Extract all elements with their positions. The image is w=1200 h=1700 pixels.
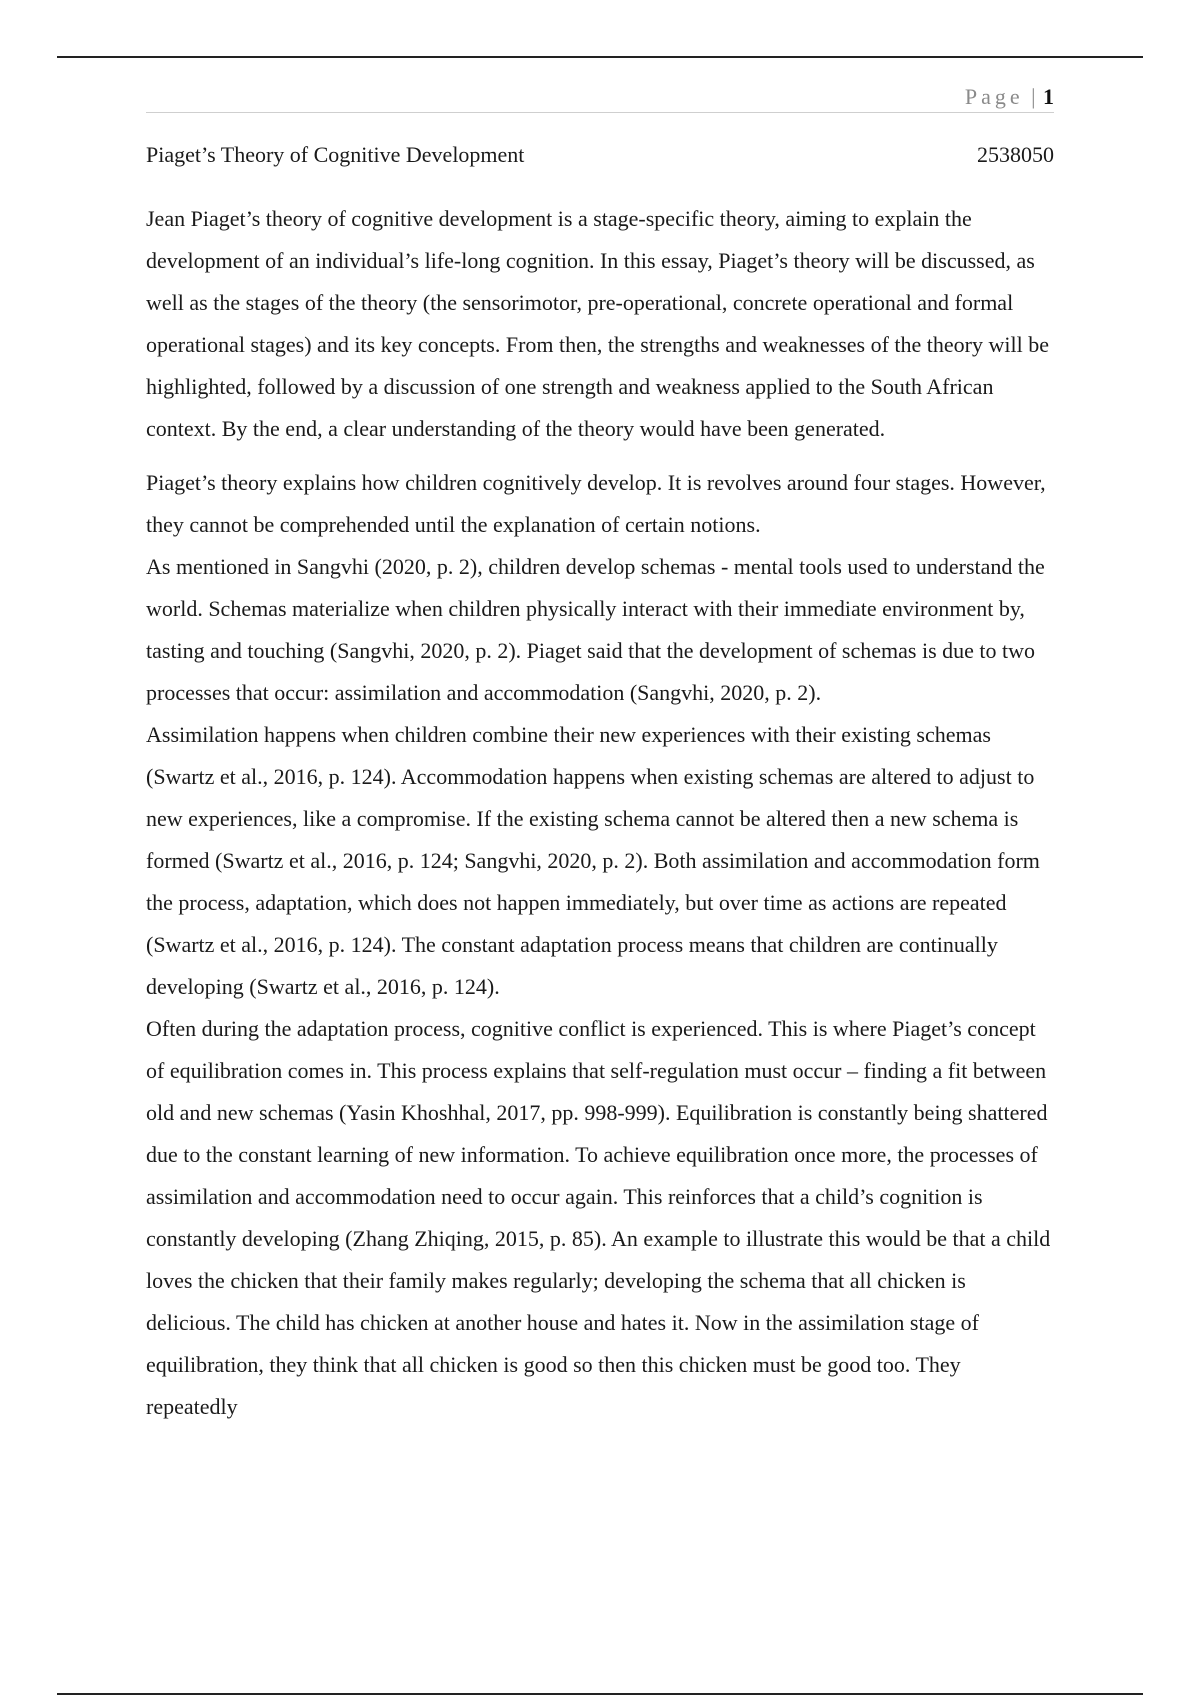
paragraph: Often during the adaptation process, cognitive conflict is experienced. This is where Piaget’s concept of equilibration comes in. This process explains that self-regulation must occur – finding a fit between old and new schemas (Yasin Khoshhal, 2017, pp. 998-999). Equilibration is constantly being shattered due to the constant learning of new information. To achieve equilibration once more, the processes of assimilation and accommodation need to occur again. This reinforces that a child’s cognition is constantly developing (Zhang Zhiqing, 2015, p. 85). An example to illustrate this would be that a child loves the chicken that their family makes regularly; developing the schema that all chicken is delicious. The child has chicken at another house and hates it. Now in the assimilation stage of equilibration, they think that all chicken is good so then this chicken must be good too. They repeatedly xyxy=(146,1016,1051,1419)
paragraph: As mentioned in Sangvhi (2020, p. 2), children develop schemas - mental tools used to understand the world. Schemas materialize when children physically interact with their immediate environment by, tasting and touching (Sangvhi, 2020, p. 2). Piaget said that the development of schemas is due to two processes that occur: assimilation and accommodation (Sangvhi, 2020, p. 2). xyxy=(146,554,1045,705)
paragraph: Assimilation happens when children combine their new experiences with their existing schemas (Swartz et al., 2016, p. 124). Accommodation happens when existing schemas are altered to adjust to new experiences, like a compromise. If the existing schema cannot be altered then a new schema is formed (Swartz et al., 2016, p. 124; Sangvhi, 2020, p. 2). Both assimilation and accommodation form the process, adaptation, which does not happen immediately, but over time as actions are repeated (Swartz et al., 2016, p. 124). The constant adaptation process means that children are continually developing (Swartz et al., 2016, p. 124). xyxy=(146,722,1040,999)
page-separator: | xyxy=(1031,84,1036,109)
paragraph: Piaget’s theory explains how children cognitively develop. It is revolves around four stages. However, they cannot be comprehended until the explanation of certain notions. xyxy=(146,470,1046,537)
page-border-bottom xyxy=(57,1693,1143,1695)
page-number-label xyxy=(965,82,1054,112)
title-row xyxy=(146,138,1054,172)
document-title: Piaget’s Theory of Cognitive Development xyxy=(146,142,525,167)
document-body xyxy=(146,198,1054,1428)
page-word: Page xyxy=(964,84,1024,109)
paragraph-intro: Jean Piaget’s theory of cognitive development is a stage-specific theory, aiming to explain the development of an individual’s life-long cognition. In this essay, Piaget’s theory will be discussed, as well as the stages of the theory (the sensorimotor, pre-operational, concrete operational and formal operational stages) and its key concepts. From then, the strengths and weaknesses of the theory will be highlighted, followed by a discussion of one strength and weakness applied to the South African context. By the end, a clear understanding of the theory would have been generated. xyxy=(146,206,1049,441)
student-number: 2538050 xyxy=(977,142,1054,167)
page-header xyxy=(146,82,1054,113)
page-border-top xyxy=(57,56,1143,58)
page-number: 1 xyxy=(1043,84,1054,109)
